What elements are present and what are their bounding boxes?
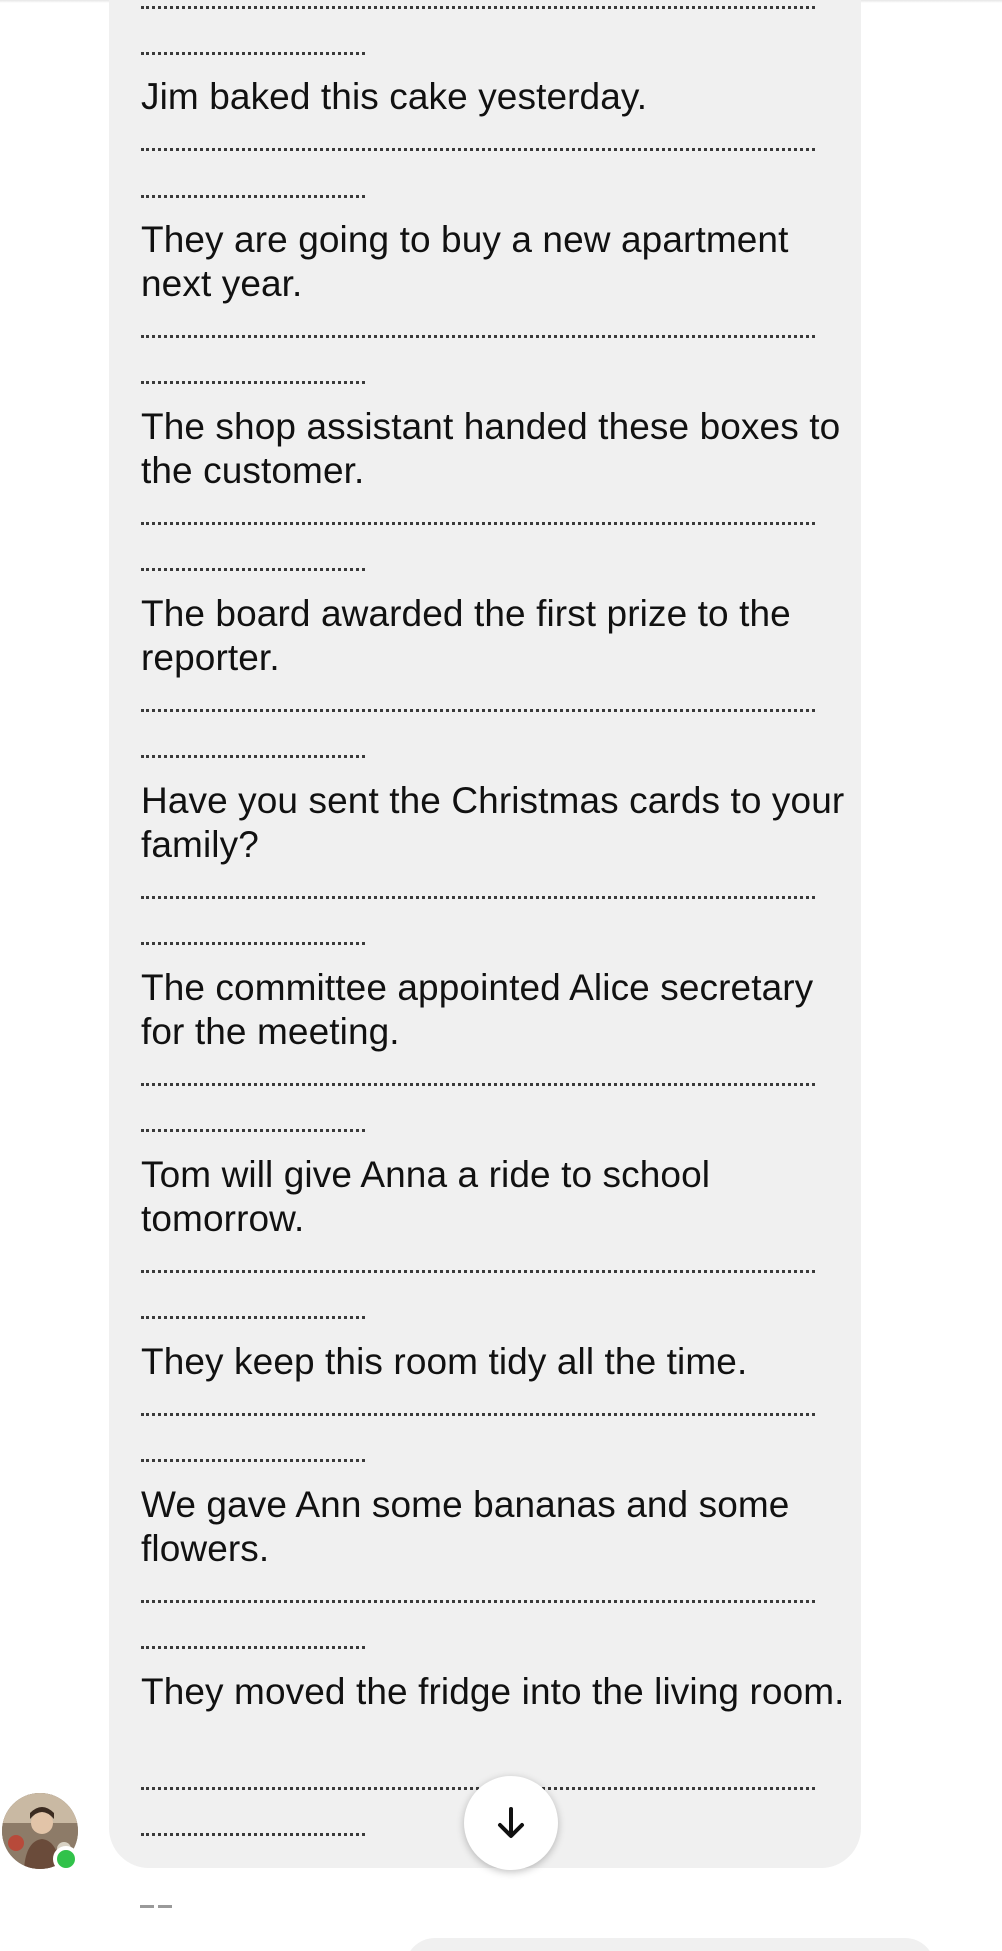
exercise-sentence: They moved the fridge into the living room. xyxy=(141,1671,845,1712)
answer-line xyxy=(141,1826,365,1836)
answer-line xyxy=(141,374,365,384)
exercise-sentence: They keep this room tidy all the time. xyxy=(141,1341,748,1382)
answer-line xyxy=(141,1639,365,1649)
exercise-sentence: The shop assistant handed these boxes to the customer. xyxy=(141,406,841,491)
answer-line xyxy=(141,702,815,712)
next-message-text-fragment xyxy=(140,1905,174,1911)
message-bubble[interactable] xyxy=(109,0,861,1868)
exercise-sentence: Have you sent the Christmas cards to your family? xyxy=(141,780,845,865)
answer-line xyxy=(141,188,365,198)
answer-line xyxy=(141,141,815,151)
answer-line xyxy=(141,561,365,571)
answer-line xyxy=(141,515,815,525)
answer-line xyxy=(141,1076,815,1086)
exercise-sentence: They are going to buy a new apartment next year. xyxy=(141,219,789,304)
answer-line xyxy=(141,935,365,945)
exercise-sentence: Tom will give Anna a ride to school tomorrow. xyxy=(141,1154,711,1239)
exercise-sentence: The board awarded the first prize to the reporter. xyxy=(141,593,791,678)
next-message-bubble[interactable] xyxy=(405,1938,935,1951)
exercise-sentence: We gave Ann some bananas and some flowers. xyxy=(141,1484,790,1569)
answer-line xyxy=(141,1122,365,1132)
answer-line xyxy=(141,748,365,758)
scroll-to-bottom-button[interactable] xyxy=(464,1776,558,1870)
answer-line xyxy=(141,889,815,899)
answer-line xyxy=(141,1309,365,1319)
answer-line xyxy=(141,1452,365,1462)
answer-line xyxy=(141,0,815,9)
answer-line xyxy=(141,1406,815,1416)
exercise-sentence: Jim baked this cake yesterday. xyxy=(141,76,648,117)
answer-line xyxy=(141,328,815,338)
answer-line xyxy=(141,45,365,55)
answer-line xyxy=(141,1593,815,1603)
online-status-indicator xyxy=(53,1846,79,1872)
answer-line xyxy=(141,1263,815,1273)
exercise-sentence: The committee appointed Alice secretary for the meeting. xyxy=(141,967,814,1052)
arrow-down-icon xyxy=(491,1803,531,1843)
